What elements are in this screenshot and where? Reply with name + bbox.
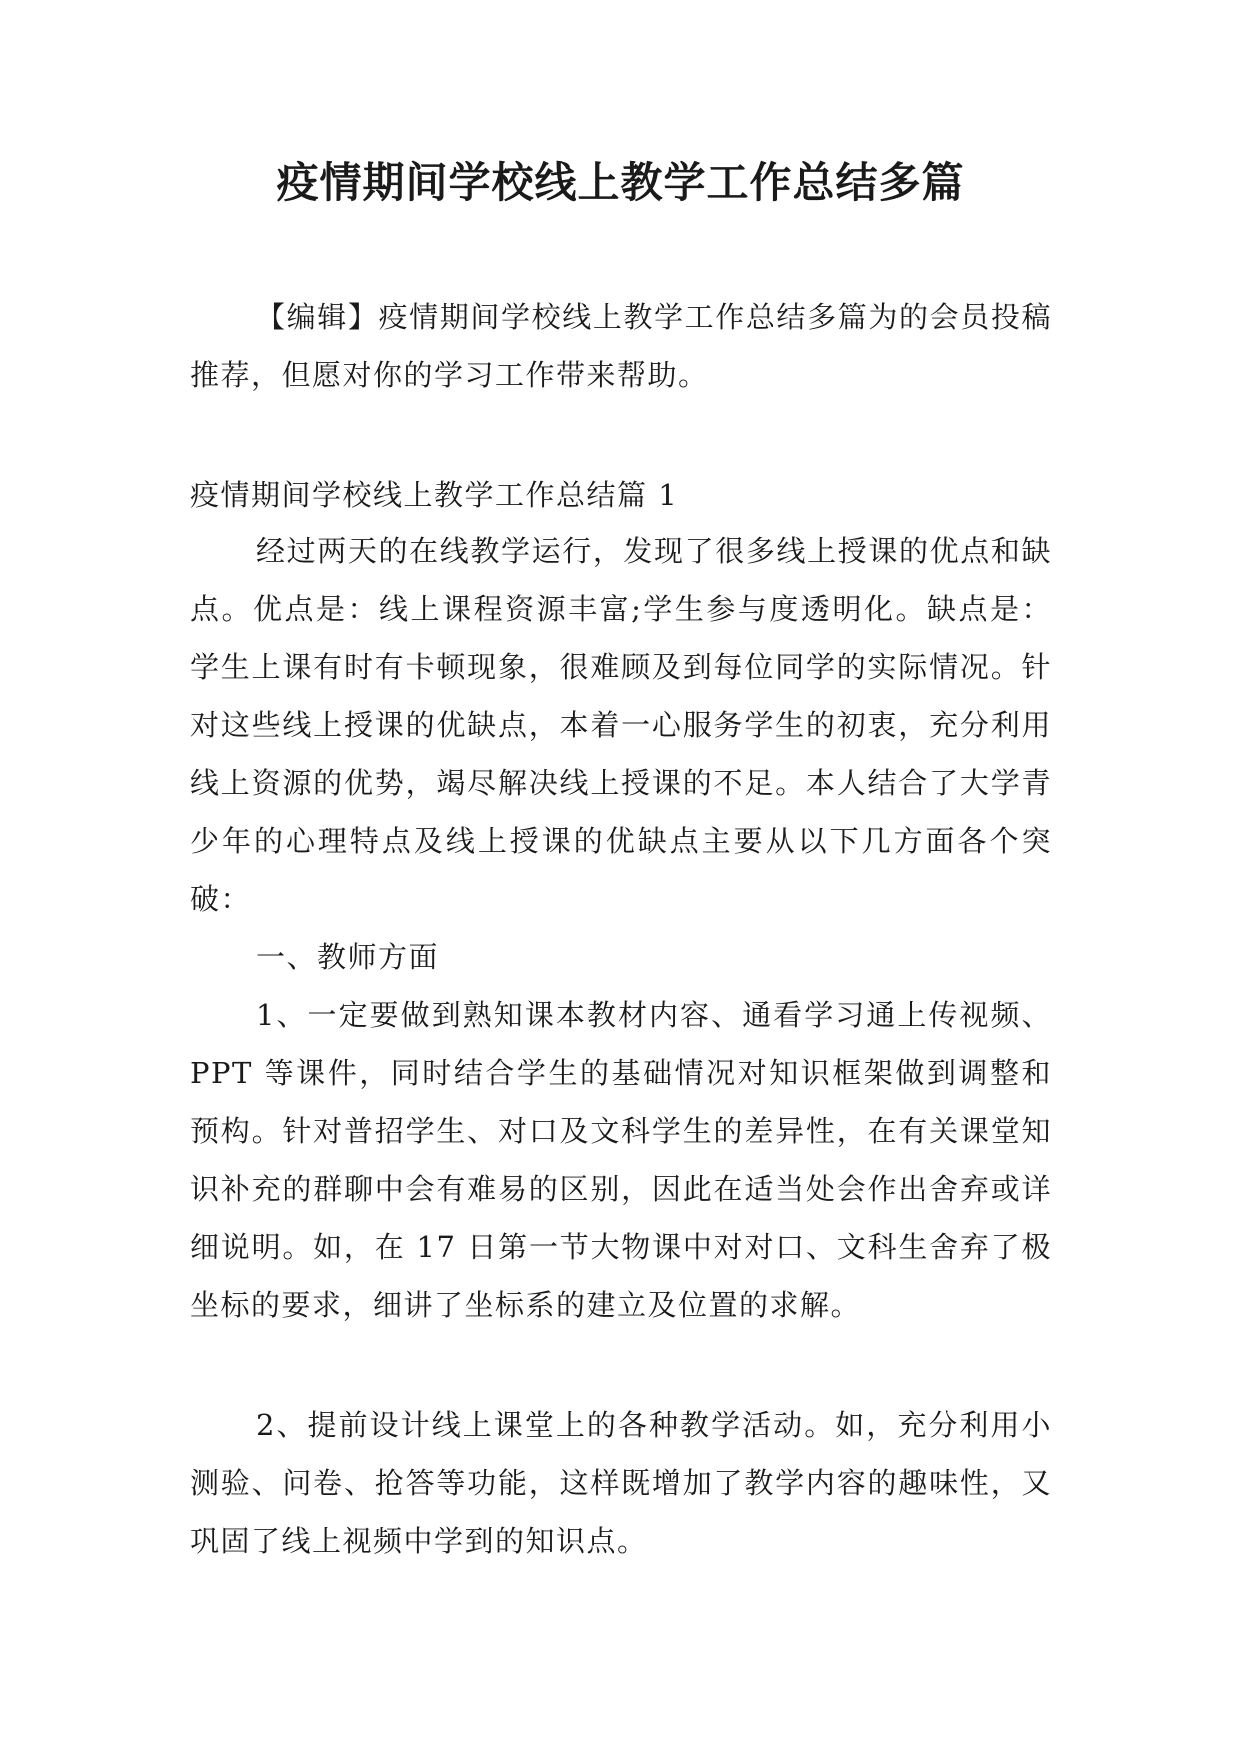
list-item-2: 2、提前设计线上课堂上的各种教学活动。如，充分利用小测验、问卷、抢答等功能，这样既增加了教学内容的趣味性，又巩固了线上视频中学到的知识点。 <box>190 1408 1052 1558</box>
intro-paragraph: 【编辑】疫情期间学校线上教学工作总结多篇为的会员投稿推荐，但愿对你的学习工作带来帮助。 <box>190 300 1052 392</box>
document-title: 疫情期间学校线上教学工作总结多篇 <box>276 158 965 207</box>
body-paragraph-1: 经过两天的在线教学运行，发现了很多线上授课的优点和缺点。优点是：线上课程资源丰富;学生参与度透明化。缺点是：学生上课有时有卡顿现象，很难顾及到每位同学的实际情况。针对这些线上授课的优缺点，本着一心服务学生的初衷，充分利用线上资源的优势，竭尽解决线上授课的不足。本人结合了大学青少年的心理特点及线上授课的优缺点主要从以下几方面各个突破： <box>190 534 1052 916</box>
list-item-1: 1、一定要做到熟知课本教材内容、通看学习通上传视频、PPT 等课件，同时结合学生的基础情况对知识框架做到调整和预构。针对普招学生、对口及文科学生的差异性，在有关课堂知识补充的群聊中会有难易的区别，因此在适当处会作出舍弃或详细说明。如，在 17 日第一节大物课中对对口、文科生舍弃了极坐标的要求，细讲了坐标系的建立及位置的求解。 <box>190 998 1052 1322</box>
section-heading-1: 疫情期间学校线上教学工作总结篇 1 <box>190 478 679 512</box>
subsection-heading-teacher: 一、教师方面 <box>256 940 440 974</box>
